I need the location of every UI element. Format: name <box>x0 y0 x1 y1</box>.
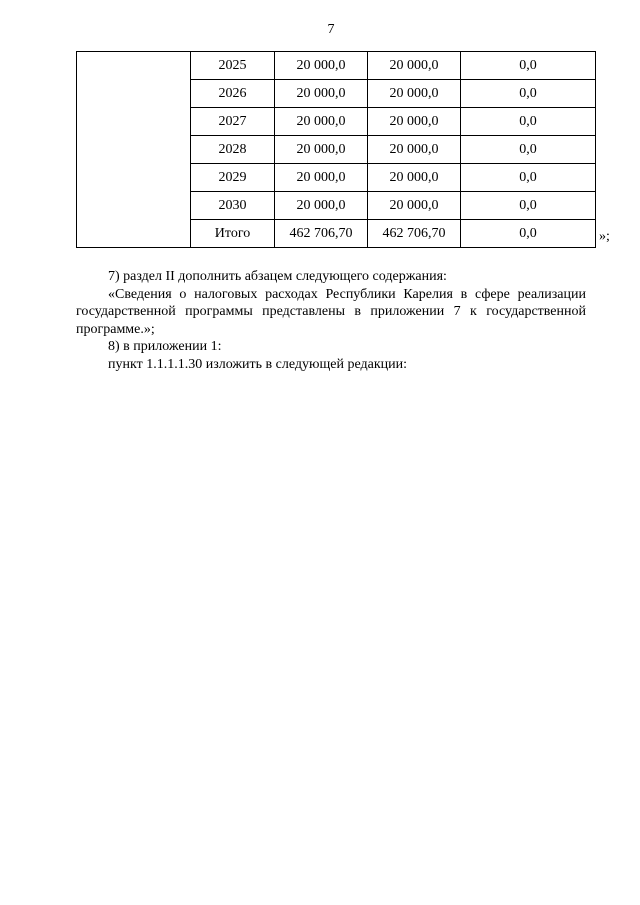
table-cell-year: 2030 <box>191 192 275 220</box>
table-cell-other: 0,0 <box>461 108 596 136</box>
table-cell-year: 2027 <box>191 108 275 136</box>
funding-table <box>76 51 596 248</box>
table-cell-budget: 20 000,0 <box>368 164 461 192</box>
closing-quote: »; <box>599 229 610 244</box>
table-cell-budget: 20 000,0 <box>368 108 461 136</box>
page-number: 7 <box>327 22 335 37</box>
table-cell-year: 2026 <box>191 80 275 108</box>
table-row <box>77 52 596 80</box>
table-cell-year: 2025 <box>191 52 275 80</box>
merged-empty-cell <box>77 52 191 248</box>
table-cell-total: 20 000,0 <box>275 52 368 80</box>
table-cell-total-label: Итого <box>191 220 275 248</box>
paragraph-point: пункт 1.1.1.1.30 изложить в следующей редакции: <box>108 356 407 372</box>
table-cell-budget: 20 000,0 <box>368 52 461 80</box>
table-cell-budget: 20 000,0 <box>368 192 461 220</box>
table-cell-total: 20 000,0 <box>275 164 368 192</box>
table-cell-other: 0,0 <box>461 192 596 220</box>
table-cell-budget: 20 000,0 <box>368 136 461 164</box>
table-cell-year: 2029 <box>191 164 275 192</box>
table-cell-total: 20 000,0 <box>275 80 368 108</box>
paragraph-item-8: 8) в приложении 1: <box>108 339 222 354</box>
table-cell-year: 2028 <box>191 136 275 164</box>
table-cell-total: 462 706,70 <box>275 220 368 248</box>
table-cell-other: 0,0 <box>461 220 596 248</box>
table-cell-other: 0,0 <box>461 80 596 108</box>
table-cell-total: 20 000,0 <box>275 136 368 164</box>
paragraph-item-7: 7) раздел II дополнить абзацем следующего содержания: <box>108 269 447 284</box>
table-cell-total: 20 000,0 <box>275 192 368 220</box>
table-cell-other: 0,0 <box>461 52 596 80</box>
paragraph-quoted-text: «Сведения о налоговых расходах Республики Карелия в сфере реализации государственной программы представлены в приложении 7 к государственной программе.»; <box>76 286 586 337</box>
table-cell-budget: 20 000,0 <box>368 80 461 108</box>
table-cell-budget: 462 706,70 <box>368 220 461 248</box>
document-body <box>76 268 586 373</box>
table-cell-other: 0,0 <box>461 164 596 192</box>
table-cell-other: 0,0 <box>461 136 596 164</box>
table-cell-total: 20 000,0 <box>275 108 368 136</box>
